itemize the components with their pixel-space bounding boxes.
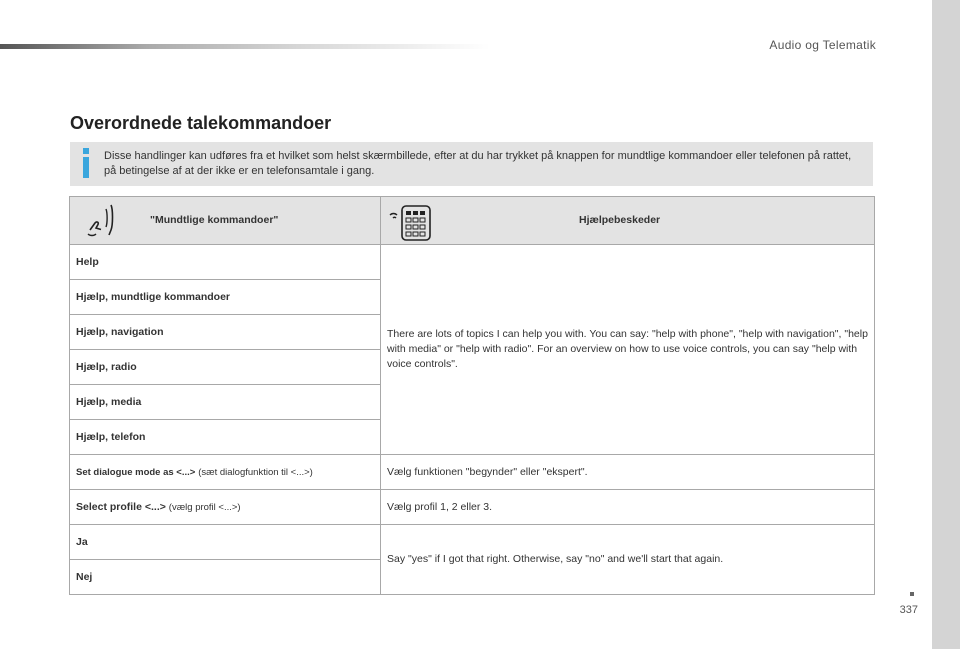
page-number: 337 xyxy=(899,604,918,616)
table-row xyxy=(70,525,875,560)
help-response-cell: There are lots of topics I can help you with. You can say: "help with phone", "help with navigation", "help with media" or "help with radio". For an overview on how to use voice controls, you can say "help with voice controls". xyxy=(381,245,875,455)
voice-commands-table xyxy=(69,196,875,595)
col1-header: "Mundtlige kommandoer" xyxy=(70,197,381,245)
command-cell: Select profile <...> (vælg profil <...>) xyxy=(70,490,381,525)
table-header-row xyxy=(70,197,875,245)
command-cell: Help xyxy=(70,245,381,280)
command-cell: Hjælp, radio xyxy=(70,350,381,385)
top-gradient-bar xyxy=(0,44,490,49)
info-box xyxy=(70,142,873,186)
phone-keypad-icon xyxy=(387,201,437,241)
right-margin-strip xyxy=(932,0,960,649)
response-cell: Vælg profil 1, 2 eller 3. xyxy=(381,490,875,525)
command-cell: Hjælp, media xyxy=(70,385,381,420)
page-title: Overordnede talekommandoer xyxy=(70,113,332,133)
table-row xyxy=(70,455,875,490)
command-cell: Hjælp, navigation xyxy=(70,315,381,350)
command-cell: Hjælp, telefon xyxy=(70,420,381,455)
info-text: Disse handlinger kan udføres fra et hvilket som helst skærmbillede, efter at du har trykket på knappen for mundtlige kommandoer eller telefonen på rattet, på betingelse af at der ikke er en telefonsamtale i gang. xyxy=(104,150,852,177)
command-cell: Nej xyxy=(70,560,381,595)
voice-command-icon xyxy=(84,201,124,239)
command-cell: Ja xyxy=(70,525,381,560)
table-row xyxy=(70,245,875,280)
response-cell: Vælg funktionen "begynder" eller "ekspert". xyxy=(381,455,875,490)
command-cell: Hjælp, mundtlige kommandoer xyxy=(70,280,381,315)
yesno-response-cell: Say "yes" if I got that right. Otherwise, say "no" and we'll start that again. xyxy=(381,525,875,595)
col2-header: Hjælpebeskeder xyxy=(381,197,875,245)
table-row xyxy=(70,490,875,525)
info-icon xyxy=(82,148,90,180)
page-marker xyxy=(910,592,914,596)
section-label: Audio og Telematik xyxy=(769,38,876,52)
command-cell: Set dialogue mode as <...> (sæt dialogfunktion til <...>) xyxy=(70,455,381,490)
